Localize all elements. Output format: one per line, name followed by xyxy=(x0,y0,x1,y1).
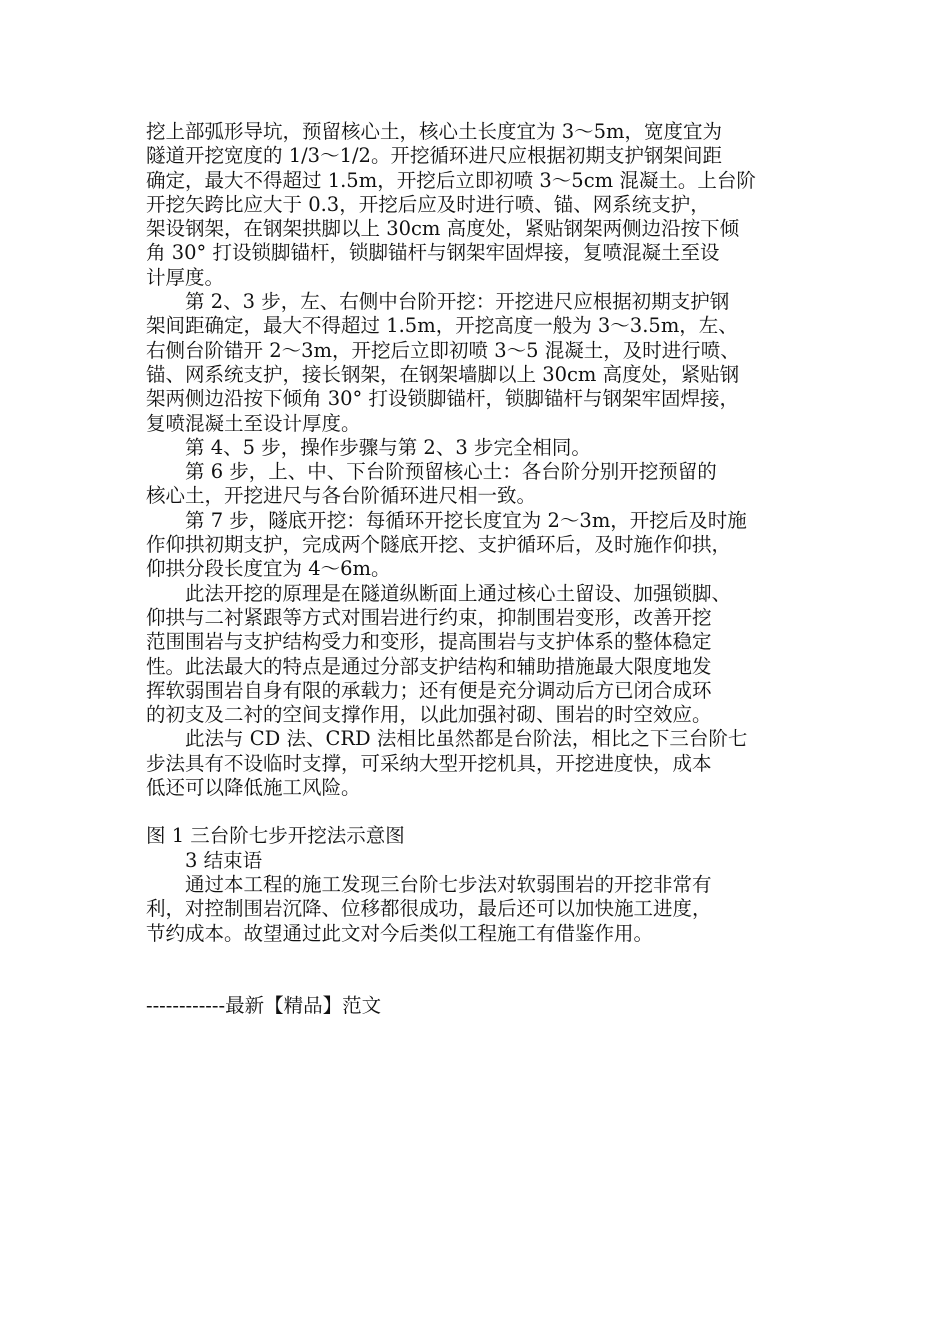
text-line: 通过本工程的施工发现三台阶七步法对软弱围岩的开挖非常有 xyxy=(185,872,712,896)
text-line: 计厚度。 xyxy=(146,265,225,289)
paragraph-3 xyxy=(146,436,816,460)
text-line: 第 6 步，上、中、下台阶预留核心土：各台阶分别开挖预留的 xyxy=(185,460,717,484)
text-line: 核心土，开挖进尺与各台阶循环进尺相一致。 xyxy=(146,484,537,508)
text-line: 此法开挖的原理是在隧道纵断面上通过核心土留设、加强锁脚、 xyxy=(185,581,732,605)
text-line: 仰拱分段长度宜为 4～6m。 xyxy=(146,557,391,581)
text-line: 角 30° 打设锁脚锚杆，锁脚锚杆与钢架牢固焊接，复喷混凝土至设 xyxy=(146,241,720,265)
spacer xyxy=(146,946,816,994)
text-line: 低还可以降低施工风险。 xyxy=(146,776,361,800)
text-line: 架间距确定，最大不得超过 1.5m，开挖高度一般为 3～3.5m，左、 xyxy=(146,314,738,338)
paragraph-7 xyxy=(146,727,816,800)
text-line: 此法与 CD 法、CRD 法相比虽然都是台阶法，相比之下三台阶七 xyxy=(185,727,748,751)
paragraph-2 xyxy=(146,290,816,436)
text-line: 复喷混凝土至设计厚度。 xyxy=(146,411,361,435)
paragraph-5 xyxy=(146,509,816,582)
text-line: 第 4、5 步，操作步骤与第 2、3 步完全相同。 xyxy=(185,435,591,459)
paragraph-1 xyxy=(146,120,816,290)
text-line: 第 2、3 步，左、右侧中台阶开挖：开挖进尺应根据初期支护钢 xyxy=(185,290,730,314)
spacer xyxy=(146,800,816,824)
paragraph-4 xyxy=(146,460,816,509)
text-line: 开挖矢跨比应大于 0.3，开挖后应及时进行喷、锚、网系统支护， xyxy=(146,192,710,216)
text-line: 右侧台阶错开 2～3m，开挖后立即初喷 3～5 混凝土，及时进行喷、 xyxy=(146,338,740,362)
text-line: 范围围岩与支护结构受力和变形，提高围岩与支护体系的整体稳定 xyxy=(146,630,712,654)
text-line: 架两侧边沿按下倾角 30° 打设锁脚锚杆，锁脚锚杆与钢架牢固焊接， xyxy=(146,387,739,411)
text-line: 步法具有不设临时支撑，可采纳大型开挖机具，开挖进度快，成本 xyxy=(146,751,712,775)
text-line: 锚、网系统支护，接长钢架，在钢架墙脚以上 30cm 高度处，紧贴钢 xyxy=(146,362,740,386)
text-line: 性。此法最大的特点是通过分部支护结构和辅助措施最大限度地发 xyxy=(146,654,712,678)
text-line: 第 7 步，隧底开挖：每循环开挖长度宜为 2～3m，开挖后及时施 xyxy=(185,508,747,532)
paragraph-6 xyxy=(146,582,816,728)
text-line: 利，对控制围岩沉降、位移都很成功，最后还可以加快施工进度， xyxy=(146,897,712,921)
text-line: 的初支及二衬的空间支撑作用，以此加强衬砌、围岩的时空效应。 xyxy=(146,703,712,727)
text-line: 节约成本。故望通过此文对今后类似工程施工有借鉴作用。 xyxy=(146,921,654,945)
text-line: 作仰拱初期支护，完成两个隧底开挖、支护循环后，及时施作仰拱， xyxy=(146,533,732,557)
figure-caption: 图 1 三台阶七步开挖法示意图 xyxy=(146,824,405,848)
footer-text: ------------最新【精品】范文 xyxy=(146,993,382,1017)
text-line: 仰拱与二衬紧跟等方式对围岩进行约束，抑制围岩变形，改善开挖 xyxy=(146,605,712,629)
text-line: 确定，最大不得超过 1.5m，开挖后立即初喷 3～5cm 混凝土。上台阶 xyxy=(146,168,756,192)
text-line: 挥软弱围岩自身有限的承载力；还有便是充分调动后方已闭合成环 xyxy=(146,678,712,702)
text-line: 隧道开挖宽度的 1/3～1/2。开挖循环进尺应根据初期支护钢架间距 xyxy=(146,144,722,168)
text-line: 挖上部弧形导坑，预留核心土，核心土长度宜为 3～5m，宽度宜为 xyxy=(146,120,723,143)
document-page xyxy=(146,120,816,1018)
section-heading: 3 结束语 xyxy=(185,848,263,872)
text-line: 架设钢架，在钢架拱脚以上 30cm 高度处，紧贴钢架两侧边沿按下倾 xyxy=(146,217,740,241)
conclusion-paragraph xyxy=(146,873,816,946)
